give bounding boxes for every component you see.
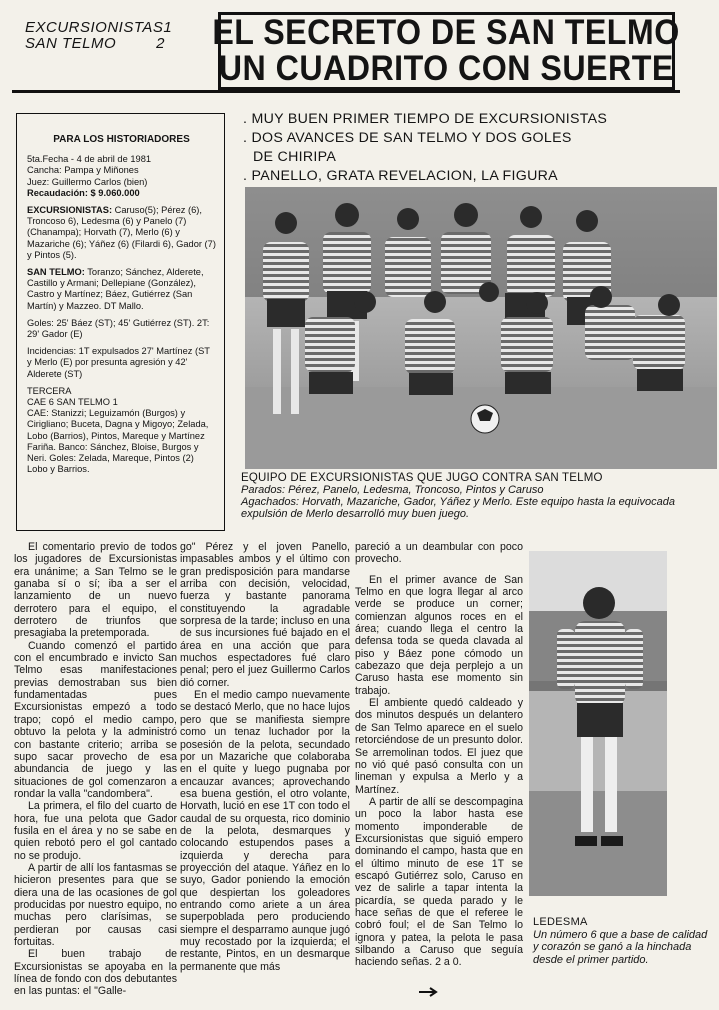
team-photo-drawing: [245, 187, 717, 469]
team-caption: [241, 472, 719, 520]
team-1-name: EXCURSIONISTAS: [25, 19, 164, 36]
excursionistas-lineup: [27, 205, 216, 261]
article-column-1: [14, 541, 177, 998]
ledesma-photo: [529, 551, 667, 896]
headline-box: [212, 12, 681, 90]
article-paragraph: pareció a un deambular con poco provecho.: [355, 541, 523, 566]
match-referee: Juez: Guillermo Carlos (bien): [27, 176, 148, 187]
highlights: [243, 110, 683, 186]
article-column-2: [180, 541, 350, 973]
team-caption-standing: Parados: Pérez, Panelo, Ledesma, Troncoso, Pintos y Caruso: [241, 484, 544, 496]
article-paragraph: El comentario previo de todos los jugadores de Excursionistas era unánime; a San Telmo se le ganaba sí o sí; iba a ser el lanzamiento de un nuevo derrotero para el equipo, el derrotero de triunfos que presagiaba la pretemporada.: [14, 541, 177, 640]
ledesma-photo-drawing: [529, 551, 667, 896]
goals-summary: Goles: 25' Báez (ST); 45' Gutiérrez (ST). 2T: 29' Gador (E): [27, 317, 210, 340]
ledesma-caption: [533, 916, 713, 966]
scoreboard: [25, 20, 215, 52]
team-2-goals: 2: [156, 35, 165, 52]
tercera-details: CAE: Stanizzi; Leguizamón (Burgos) y Cirigliano; Buceta, Dagna y Migoyo; Zelada, Lobo (Barrios), Pintos, Mareque y Martínez Fariña. Banco: Sánchez, Bloise, Burgos y Neri. Goles: Zelada, Mareque, Pintos (2) Lobo y Barrios.: [27, 408, 209, 475]
highlight-1: . MUY BUEN PRIMER TIEMPO DE EXCURSIONISTAS: [243, 111, 608, 127]
highlight-2: . DOS AVANCES DE SAN TELMO Y DOS GOLES: [243, 130, 572, 146]
headline-line-2: UN CUADRITO CON SUERTE: [219, 49, 674, 88]
team-photo: [245, 187, 717, 469]
santelmo-lineup: [27, 267, 216, 312]
ledesma-caption-text: Un número 6 que a base de calidad y corazón se ganó a la hinchada desde el primer partido.: [533, 928, 708, 966]
match-date: 5ta.Fecha - 4 de abril de 1981: [27, 154, 152, 165]
article-column-3: [355, 541, 523, 969]
excursionistas-label: EXCURSIONISTAS:: [27, 205, 113, 216]
top-rule: [12, 90, 680, 93]
incidents-summary: Incidencias: 1T expulsados 27' Martínez (ST y Merlo (E) por presunta agresión y 42' Alderete (ST): [27, 346, 210, 379]
article-paragraph: El ambiente quedó caldeado y dos minutos después un delantero de San Telmo aparece en el suelo retorciéndose de un presunto dolor. Se arremolinan todos. El juez que no vió qué pasó consulta con un lineman y expulsa a Merlo y a Martínez.: [355, 697, 523, 796]
headline-line-1: EL SECRETO DE SAN TELMO: [212, 13, 681, 52]
tercera-result: CAE 6 SAN TELMO 1: [27, 397, 118, 408]
team-2-name: SAN TELMO: [25, 35, 117, 52]
article-paragraph: La primera, el filo del cuarto de hora, fue una pelota que Gador fusila en el área y no se sabe en quien rebotó pero el gol cantado no se produjo.: [14, 800, 177, 862]
article-paragraph: go" Pérez y el joven Panello, impasables ambos y el último con gran predisposición para mandarse arriba con decisión, velocidad, fuerza y bastante panorama constituyendo la agradable sorpresa de la tarde; incluso en una de sus incursiones fué bajado en el área en una acción que para muchos espectadores fué claro penal; pero el juez Guillermo Carlos dió corner.: [180, 541, 350, 689]
historians-header: PARA LOS HISTORIADORES: [53, 134, 190, 145]
article-paragraph: En el primer avance de San Telmo en que logra llegar al arco verde se produce un corner; comienzan algunos roces en el área; cuando llega el centro la defensa toda se queda clavada al piso y Báez pone cómodo un cabezazo que deja perplejo a un Caruso hasta ese momento sin trabajo.: [355, 573, 523, 697]
excursionistas-players: Caruso(5); Pérez (6), Troncoso 6), Ledesma (6) y Panelo (7) (Chanampa); Horvath (7), Merlo (6) y Mazariche (6); Yáñez (6) (Filardi 6), Gador (7) y Pintos (5).: [27, 205, 216, 260]
score-row-2: [25, 36, 165, 52]
match-stadium: Cancha: Pampa y Miñones: [27, 165, 139, 176]
team-caption-kneeling: Agachados: Horvath, Mazariche, Gador, Yáñez y Merlo. Este equipo hasta la equivocada expulsión de Merlo desarrolló muy buen juego.: [241, 496, 675, 520]
highlight-4: . PANELLO, GRATA REVELACION, LA FIGURA: [243, 168, 558, 184]
end-arrow-icon: [418, 986, 440, 998]
match-gate: Recaudación: $ 9.060.000: [27, 187, 140, 198]
score-row-1: [25, 19, 173, 36]
article-paragraph: Cuando comenzó el partido con el encumbrado e invicto San Telmo esas manifestaciones previas demostraban sus bien fundamentadas pues Excursionistas empezó a todo trapo; copó el medio campo, obtuvo la pelota y la administró con bastante criterio; arriba se supo sacar provecho de esa abundancia de juego y las situaciones de gol comenzaron a rondar la valla "candombera".: [14, 639, 177, 800]
team-1-goals: 1: [163, 19, 173, 36]
article-paragraph: En el medio campo nuevamente se destacó Merlo, que no hace lujos pero que se manifiesta siempre como un tenaz luchador por la posesión de la pelota, secundado por un Mazariche que colaboraba en el quite y luego pugnaba por encauzar avances; aprovechando esa buena gestión, el otro volante, Horvath, lució en ese 1T con todo el caudal de su orquesta, rico dominio de la pelota, desmarques y colocando estupendos pases a izquierda y derecha para proyección del ataque. Yáñez en lo suyo, Gador poniendo la emoción que despiertan los goleadores entrando como ariete a un área superpoblada pero produciendo siempre el desparramo aunque jugó muy recostado por la izquierda; el restante, Pintos, en un desmarque permanente que más: [180, 689, 350, 973]
santelmo-players: Toranzo; Sánchez, Alderete, Castillo y Armani; Dellepiane (González), Castro y Martínez; Báez, Gutiérrez (San Martín) y Mazzeo. DT Mallo.: [27, 267, 204, 311]
historians-box: [16, 113, 225, 531]
santelmo-label: SAN TELMO:: [27, 267, 85, 278]
team-caption-title: EQUIPO DE EXCURSIONISTAS QUE JUGO CONTRA SAN TELMO: [241, 472, 603, 484]
ledesma-caption-name: LEDESMA: [533, 916, 588, 928]
tercera-label: TERCERA: [27, 385, 72, 396]
article-paragraph: A partir de allí se descompagina un poco la labor hasta ese momento imponderable de Excursionistas que siguió empero dominando el campo, hasta que en el último minuto de ese 1T se escapó Gutiérrez solo, Caruso en vez de salirle a tapar intenta la picardía, se queda parado y le hace señas de que el referee le cobró foul; el de San Telmo lo ignora y patea, la pelota le pasa silbando a Caruso que seguía haciendo señas. 2 a 0.: [355, 795, 523, 969]
article-paragraph: El buen trabajo de Excursionistas se apoyaba en la línea de fondo con dos debutantes en las puntas: el "Galle-: [14, 948, 177, 998]
article-paragraph: A partir de allí los fantasmas se hicieron presentes para que se diera una de las ocasiones de gol producidas por nuestro equipo, no muchas pero clarísimas, se perdieran por causas casi fortuitas.: [14, 861, 177, 948]
highlight-3: DE CHIRIPA: [253, 149, 337, 165]
